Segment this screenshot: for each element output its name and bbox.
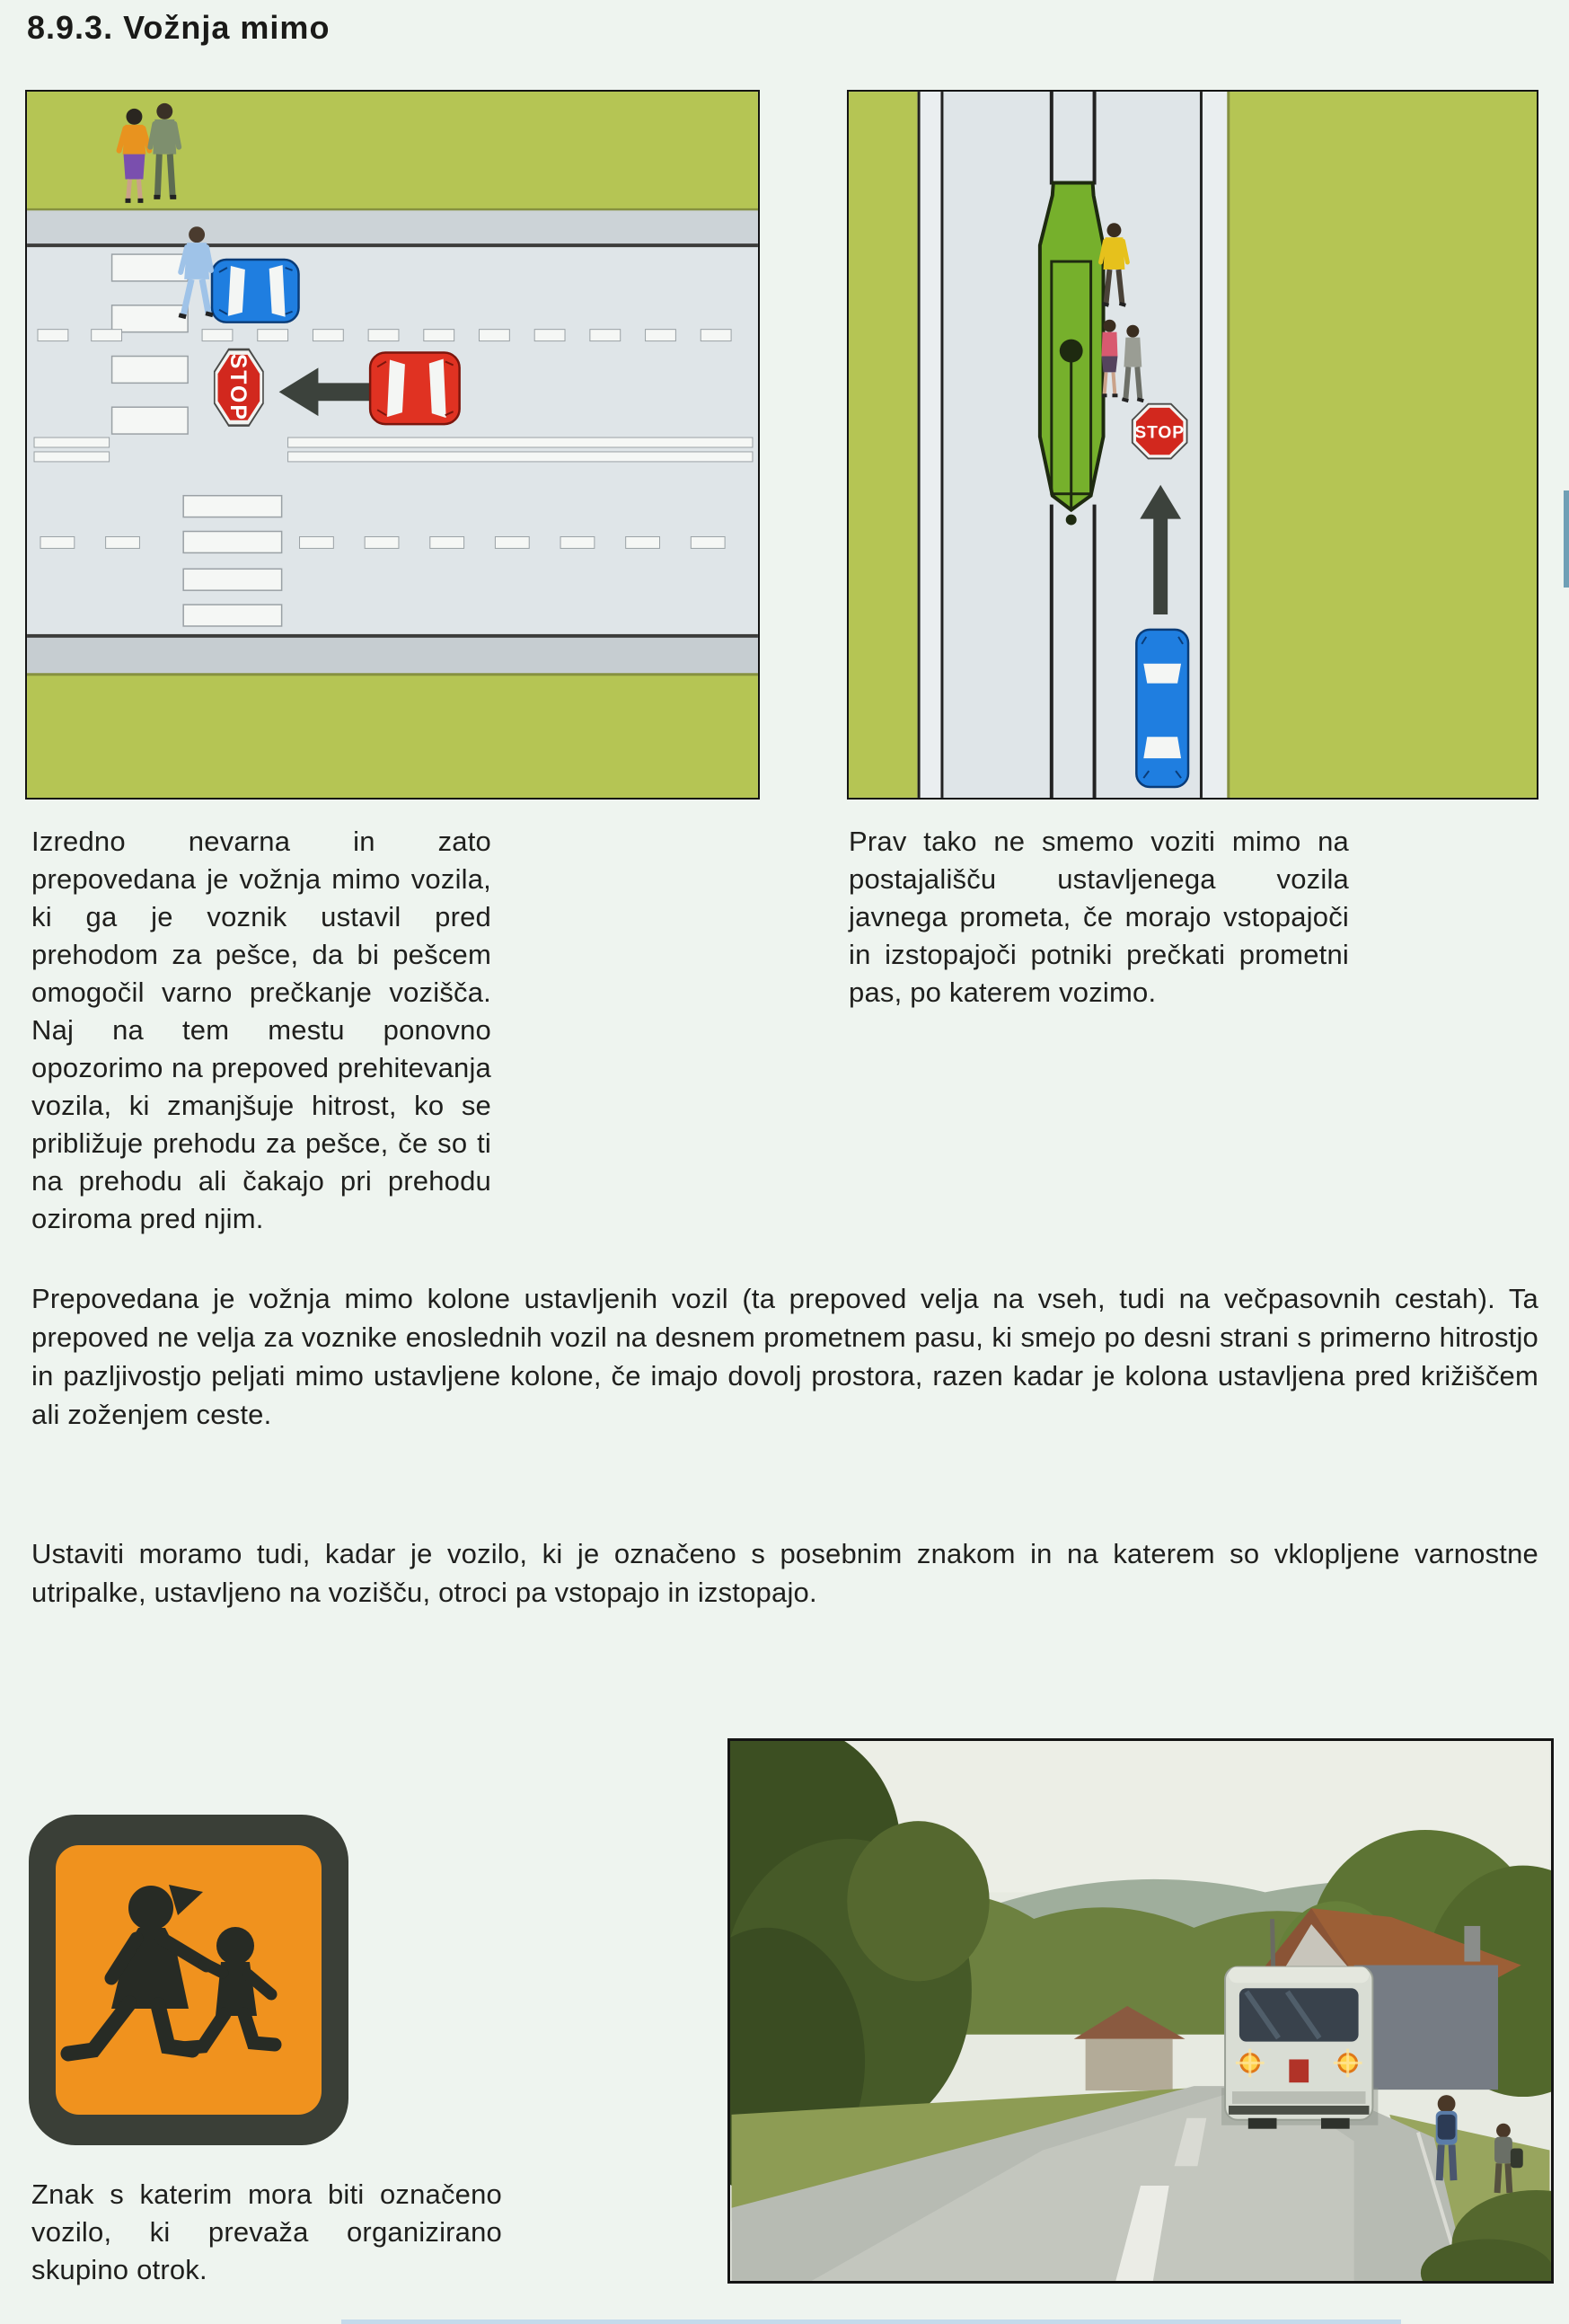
island-post-icon	[1066, 515, 1077, 526]
illustration-bus-stop-island	[847, 90, 1538, 800]
blue-car-top-view	[1136, 630, 1188, 787]
school-transport-sign	[27, 1813, 350, 2147]
children-sign-drawing	[27, 1813, 350, 2147]
paragraph-bus-stop: Prav tako ne smemo voziti mimo na postajališču ustavljenega vozila javnega prometa, če morajo vstopajoči in izstopajoči potniki prečkati prometni pas, po katerem vozimo.	[849, 826, 1349, 1008]
island-tree-icon	[1060, 340, 1083, 363]
page-bottom-artifact	[341, 2320, 1401, 2324]
illustration-pedestrian-crossing	[25, 90, 760, 800]
stop-island	[1040, 183, 1104, 526]
sign-caption: Znak s katerim mora biti označeno vozilo, ki prevaža organizirano skupino otrok.	[31, 2178, 502, 2285]
paragraph-children-vehicle: Ustaviti moramo tudi, kadar je vozilo, ki je označeno s posebnim znakom in na katerem so vklopljene varnostne utripalke, ustavljeno na vozišču, otroci pa vstopajo in izstopajo.	[31, 1538, 1538, 1608]
photo-bus-children	[727, 1738, 1554, 2284]
stop-sign-text: STOP	[1134, 423, 1185, 443]
page-title: 8.9.3. Vožnja mimo	[27, 9, 331, 46]
bus-emblem	[1289, 2059, 1309, 2082]
red-car-top-view	[370, 353, 459, 425]
photo-scene	[730, 1741, 1551, 2281]
bus	[1221, 1966, 1378, 2128]
page-edge-artifact	[1564, 490, 1569, 588]
sign-orange-field	[56, 1845, 322, 2115]
paragraph-column-passing: Prepovedana je vožnja mimo kolone ustavljenih vozil (ta prepoved velja na vseh, tudi na večpasovnih cestah). Ta prepoved ne velja za voznike enoslednih vozil na desnem prometnem pasu, ki smejo po desni strani s primerno hitrostjo in pazljivostjo peljati mimo ustavljene kolone, če imajo dovolj prostora, razen kadar je kolona ustavljena pred križiščem ali zoženjem ceste.	[31, 1283, 1538, 1430]
stop-sign	[215, 349, 263, 426]
stop-sign	[1133, 404, 1187, 459]
bus-stop-island-drawing	[849, 92, 1537, 798]
blue-car-top-view	[212, 260, 299, 323]
paragraph-crossing: Izredno nevarna in zato prepovedana je vožnja mimo vozila, ki ga je voznik ustavil pred prehodom za pešce, da bi pešcem omogočil varno prečkanje vozišča. Naj na tem mestu ponovno opozorimo na prepoved prehitevanja vozila, ki zmanjšuje hitrost, ko se približuje prehodu za pešce, če so ti na prehodu ali čakajo pri prehodu oziroma pred njim.	[31, 826, 491, 1234]
stop-sign-text: STOP	[225, 353, 251, 421]
pedestrian-crossing-drawing	[27, 92, 758, 798]
